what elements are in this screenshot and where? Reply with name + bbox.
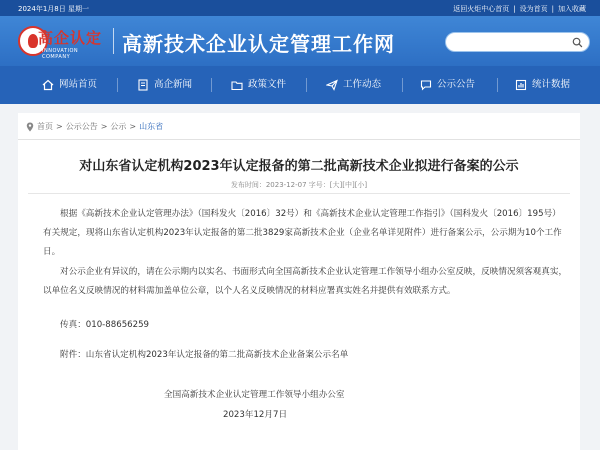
publish-info: 发布时间：2023-12-07 字号： [230, 181, 330, 189]
logo-text: 高企认定 [38, 29, 103, 47]
nav-label-news: 高企新闻 [154, 79, 193, 90]
signature-date: 2023年12月7日 [223, 410, 288, 420]
article-paragraph: 根据《高新技术企业认定管理办法》（国科发火〔2016〕32号）和《高新技术企业认定管理工作指引》（国科发火〔2016〕195号）有关规定，现将山东省认定机构2023年认定报备的第二批3829家高新技术企业（企业名单详见附件）进行备案公示，公示期为10个工作日。 [43, 209, 562, 257]
breadcrumb-divider [18, 139, 580, 140]
site-logo[interactable] [18, 22, 108, 62]
title-divider [28, 193, 570, 194]
doc-icon [137, 79, 149, 91]
add-favorite-link[interactable]: 加入收藏 [558, 5, 586, 13]
nav-item-news[interactable] [137, 66, 192, 104]
nav-separator [402, 78, 403, 92]
main-nav [0, 66, 600, 104]
header-divider [113, 28, 114, 54]
location-pin-icon [26, 122, 34, 132]
fax-number: 传真：010-88656259 [60, 320, 150, 330]
nav-label-notice: 公示公告 [437, 79, 476, 90]
font-size-large-button[interactable]: [大] [329, 181, 343, 189]
font-size-small-button[interactable]: [小] [354, 181, 368, 189]
search-icon[interactable] [572, 37, 583, 48]
nav-separator [306, 78, 307, 92]
folder-icon [231, 79, 243, 91]
article-container [18, 113, 580, 450]
search-input[interactable] [454, 36, 564, 49]
nav-item-home[interactable] [42, 66, 97, 104]
attachment-row [60, 346, 585, 365]
nav-label-stats: 统计数据 [532, 79, 571, 90]
breadcrumb [26, 121, 163, 132]
search-box [445, 32, 590, 52]
nav-item-policy[interactable] [231, 66, 286, 104]
breadcrumb-publicity[interactable]: 公示 [110, 122, 127, 131]
nav-item-work[interactable] [326, 66, 381, 104]
breadcrumb-separator: > [100, 122, 108, 131]
nav-item-stats[interactable] [515, 66, 570, 104]
attachment-link[interactable]: 山东省认定机构2023年认定报备的第二批高新技术企业备案公示名单 [85, 350, 349, 360]
plane-icon [326, 79, 338, 91]
signature-org: 全国高新技术企业认定管理工作领导小组办公室 [164, 390, 345, 400]
top-bar [0, 0, 600, 16]
nav-label-work: 工作动态 [343, 79, 382, 90]
chat-icon [420, 79, 432, 91]
nav-separator [211, 78, 212, 92]
breadcrumb-notices[interactable]: 公示公告 [65, 122, 98, 131]
back-home-link[interactable]: 返回火炬中心首页 [453, 5, 510, 13]
attachment-label: 附件： [60, 350, 86, 360]
home-icon [42, 79, 54, 91]
logo-subtext: INNOVATION COMPANY [42, 48, 79, 60]
nav-item-notice[interactable] [420, 66, 475, 104]
site-header [0, 16, 600, 66]
breadcrumb-current[interactable]: 山东省 [139, 122, 164, 131]
nav-label-policy: 政策文件 [248, 79, 287, 90]
site-title: 高新技术企业认定管理工作网 [122, 32, 395, 56]
current-date: 2024年1月8日 星期一 [18, 5, 89, 13]
nav-separator [117, 78, 118, 92]
article-meta [18, 180, 580, 190]
breadcrumb-home[interactable]: 首页 [37, 122, 53, 131]
breadcrumb-separator: > [56, 122, 63, 131]
breadcrumb-separator: > [129, 122, 137, 131]
set-homepage-link[interactable]: 设为首页 [519, 5, 548, 13]
stats-icon [515, 79, 527, 91]
article-title: 对山东省认定机构2023年认定报备的第二批高新技术企业拟进行备案的公示 [79, 159, 519, 174]
nav-separator [497, 78, 498, 92]
font-size-medium-button[interactable]: [中] [342, 181, 355, 189]
nav-label-home: 网站首页 [59, 79, 98, 90]
article-paragraph: 对公示企业有异议的，请在公示期内以实名、书面形式向全国高新技术企业认定管理工作领导小组办公室反映，反映情况须客观真实，以单位名义反映情况的材料需加盖单位公章，以个人名义反映情况的材料应署真实姓名并提供有效联系方式。 [43, 267, 568, 296]
top-links: 返回火炬中心首页 | 设为首页 | 加入收藏 [453, 5, 586, 13]
